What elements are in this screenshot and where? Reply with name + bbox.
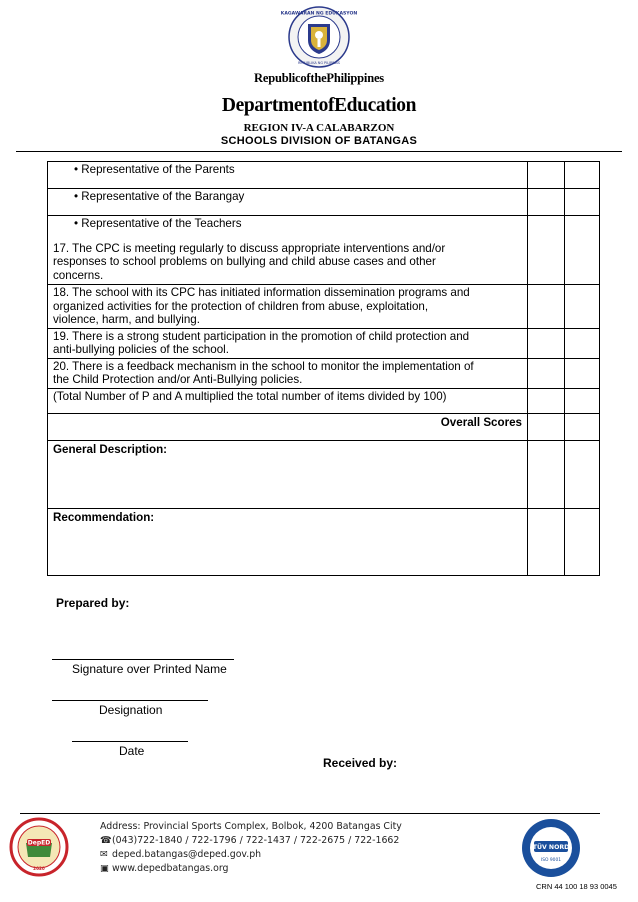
footer-phone-row bbox=[100, 835, 399, 846]
header-rule bbox=[16, 151, 622, 152]
assessment-table bbox=[47, 161, 600, 576]
overall-score-cell[interactable] bbox=[528, 413, 565, 440]
item-17-line-1: 17. The CPC is meeting regularly to discuss appropriate interventions and/or bbox=[53, 241, 446, 255]
telephone-icon: ☎ bbox=[100, 835, 112, 846]
item-20-line-2: the Child Protection and/or Anti-Bullying policies. bbox=[53, 373, 303, 386]
crn-number: CRN 44 100 18 93 0045 bbox=[536, 882, 617, 891]
overall-score-cell[interactable] bbox=[565, 413, 600, 440]
footer-web-row bbox=[100, 863, 229, 874]
table-row bbox=[48, 388, 600, 413]
footer-email[interactable]: deped.batangas@deped.gov.ph bbox=[112, 849, 262, 860]
seal-bottom-text: REPUBLIKA NG PILIPINAS bbox=[297, 61, 341, 65]
overall-scores-label: Overall Scores bbox=[48, 413, 528, 440]
prepared-by-label: Prepared by: bbox=[56, 596, 130, 610]
score-cell[interactable] bbox=[565, 189, 600, 216]
item-20-line-1: 20. There is a feedback mechanism in the school to monitor the implementation of bbox=[53, 359, 474, 373]
table-row bbox=[48, 236, 600, 285]
seal-top-text: KAGAWARAN NG EDUKASYON bbox=[280, 11, 358, 17]
recommendation-label: Recommendation: bbox=[48, 508, 528, 575]
footer-website[interactable]: www.depedbatangas.org bbox=[112, 863, 229, 874]
footer-rule bbox=[20, 813, 600, 814]
barangay-cell: • Representative of the Barangay bbox=[48, 189, 528, 216]
score-cell[interactable] bbox=[528, 285, 565, 329]
table-row bbox=[48, 285, 600, 329]
designation-line bbox=[52, 700, 208, 701]
deped-seal-icon bbox=[280, 6, 358, 68]
recommendation-cell[interactable] bbox=[565, 508, 600, 575]
score-cell[interactable] bbox=[528, 388, 565, 413]
division-heading: SCHOOLS DIVISION OF BATANGAS bbox=[220, 135, 418, 147]
parents-cell: • Representative of the Parents bbox=[48, 162, 528, 189]
table-row bbox=[48, 162, 600, 189]
received-by-label: Received by: bbox=[323, 756, 398, 770]
score-cell[interactable] bbox=[565, 162, 600, 189]
left-logo-year: 2020 bbox=[33, 866, 45, 871]
score-cell[interactable] bbox=[528, 162, 565, 189]
table-row bbox=[48, 413, 600, 440]
item-18-line-2: organized activities for the protection of children from abuse, exploitation, bbox=[53, 299, 429, 313]
item-17-line-3: concerns. bbox=[53, 268, 104, 282]
deped-batangas-logo bbox=[10, 817, 68, 877]
score-cell[interactable] bbox=[528, 189, 565, 216]
tuv-nord-iso-logo bbox=[520, 817, 582, 879]
general-description-cell[interactable] bbox=[565, 440, 600, 508]
score-cell[interactable] bbox=[565, 358, 600, 388]
item-19-line-2: anti-bullying policies of the school. bbox=[53, 343, 229, 356]
date-line bbox=[72, 741, 188, 742]
general-description-cell[interactable] bbox=[528, 440, 565, 508]
item-20-cell bbox=[48, 358, 528, 388]
left-logo-text: DepED bbox=[27, 839, 51, 847]
footer-phone: (043)722-1840 / 722-1796 / 722-1437 / 722-2675 / 722-1662 bbox=[112, 835, 400, 846]
right-logo-sub: ISO 9001 bbox=[540, 858, 562, 863]
score-cell[interactable] bbox=[528, 216, 565, 285]
designation-label: Designation bbox=[99, 703, 163, 717]
table-row bbox=[48, 440, 600, 508]
item-19-cell bbox=[48, 328, 528, 358]
total-note-cell: (Total Number of P and A multiplied the total number of items divided by 100) bbox=[48, 388, 528, 413]
general-description-label: General Description: bbox=[48, 440, 528, 508]
score-cell[interactable] bbox=[565, 285, 600, 329]
date-label: Date bbox=[119, 744, 145, 758]
table-row bbox=[48, 508, 600, 575]
table-row bbox=[48, 358, 600, 388]
score-cell[interactable] bbox=[565, 388, 600, 413]
signature-line bbox=[52, 659, 234, 660]
envelope-icon: ✉ bbox=[100, 849, 108, 860]
score-cell[interactable] bbox=[565, 328, 600, 358]
table-row bbox=[48, 189, 600, 216]
table-row bbox=[48, 216, 600, 236]
item-18-line-3: violence, harm, and bullying. bbox=[53, 313, 200, 326]
footer-email-row bbox=[100, 849, 261, 860]
signature-label: Signature over Printed Name bbox=[72, 662, 227, 676]
score-cell[interactable] bbox=[528, 328, 565, 358]
region-heading: REGION IV-A CALABARZON bbox=[243, 122, 395, 134]
score-cell[interactable] bbox=[528, 358, 565, 388]
teachers-cell: • Representative of the Teachers bbox=[48, 216, 528, 236]
item-19-line-1: 19. There is a strong student participation in the promotion of child protection and bbox=[53, 329, 470, 343]
republic-heading: RepublicofthePhilippines bbox=[254, 71, 384, 85]
item-18-cell bbox=[48, 285, 528, 329]
item-17-line-2: responses to school problems on bullying and child abuse cases and other bbox=[53, 255, 436, 268]
monitor-icon: ▣ bbox=[100, 863, 109, 874]
right-logo-text: TÜV NORD bbox=[532, 844, 570, 851]
score-cell[interactable] bbox=[565, 216, 600, 285]
recommendation-cell[interactable] bbox=[528, 508, 565, 575]
department-heading: DepartmentofEducation bbox=[221, 95, 417, 116]
footer-address: Address: Provincial Sports Complex, Bolbok, 4200 Batangas City bbox=[100, 821, 402, 832]
item-17-cell bbox=[48, 236, 528, 285]
item-18-line-1: 18. The school with its CPC has initiated information dissemination programs and bbox=[53, 286, 470, 299]
table-row bbox=[48, 328, 600, 358]
